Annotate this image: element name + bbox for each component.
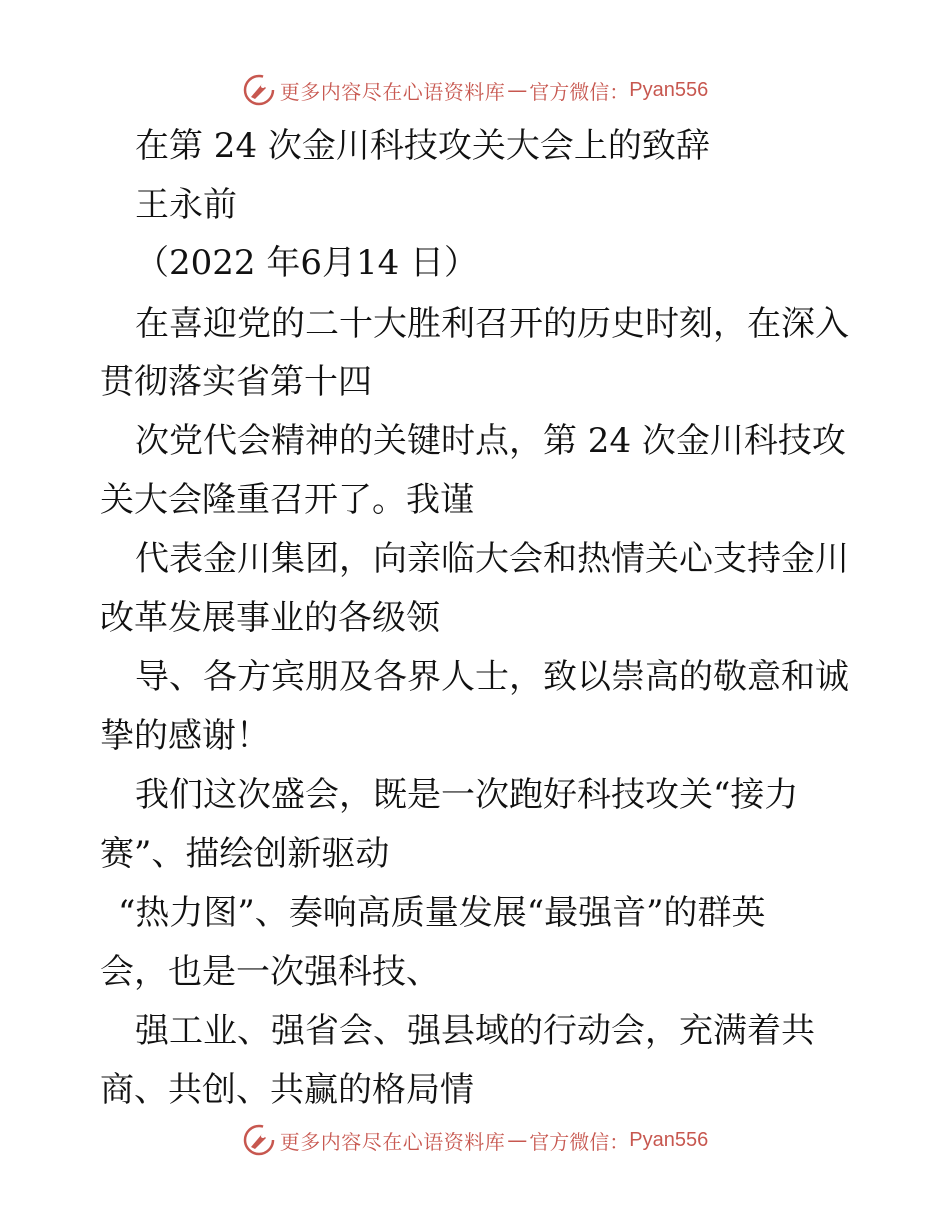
document-title: 在第 24 次金川科技攻关大会上的致辞 <box>135 126 710 166</box>
watermark-contact-label: 官方微信： <box>529 79 630 104</box>
paragraph-line: 会，也是一次强科技、 <box>100 952 440 992</box>
document-date: （2022 年6月14 日） <box>135 243 479 283</box>
paragraph-line: 商、共创、共赢的格局情 <box>100 1070 474 1110</box>
watermark-contact-label: 官方微信： <box>529 1129 630 1154</box>
paragraph-line: “热力图”、奏响高质量发展“最强音”的群英 <box>118 893 766 933</box>
paragraph-line: 导、各方宾朋及各界人士，致以崇高的敬意和诚 <box>135 657 849 697</box>
watermark-footer <box>0 1120 950 1160</box>
paragraph-line: 改革发展事业的各级领 <box>100 598 440 638</box>
watermark-contact-id: Pyan556 <box>629 1128 709 1151</box>
pen-nib-logo-icon <box>242 73 276 107</box>
paragraph-line: 代表金川集团，向亲临大会和热情关心支持金川 <box>135 539 849 579</box>
watermark-contact-id: Pyan556 <box>629 78 709 101</box>
document-author: 王永前 <box>135 185 237 225</box>
watermark-header <box>0 70 950 110</box>
paragraph-line: 在喜迎党的二十大胜利召开的历史时刻，在深入 <box>135 304 849 344</box>
paragraph-line: 挚的感谢！ <box>100 716 270 756</box>
paragraph-line: 关大会隆重召开了。我谨 <box>100 480 474 520</box>
paragraph-line: 贯彻落实省第十四 <box>100 362 372 402</box>
paragraph-line: 强工业、强省会、强县域的行动会，充满着共 <box>135 1011 815 1051</box>
paragraph-line: 次党代会精神的关键时点，第 24 次金川科技攻 <box>135 421 846 461</box>
pen-nib-logo-icon <box>242 1123 276 1157</box>
paragraph-line: 我们这次盛会，既是一次跑好科技攻关“接力 <box>135 775 799 815</box>
watermark-separator: — <box>507 1128 528 1152</box>
watermark-separator: — <box>507 78 528 102</box>
watermark-site-text: 更多内容尽在心语资料库 <box>279 1129 506 1154</box>
watermark-site-text: 更多内容尽在心语资料库 <box>279 79 506 104</box>
paragraph-line: 赛”、描绘创新驱动 <box>100 834 390 874</box>
